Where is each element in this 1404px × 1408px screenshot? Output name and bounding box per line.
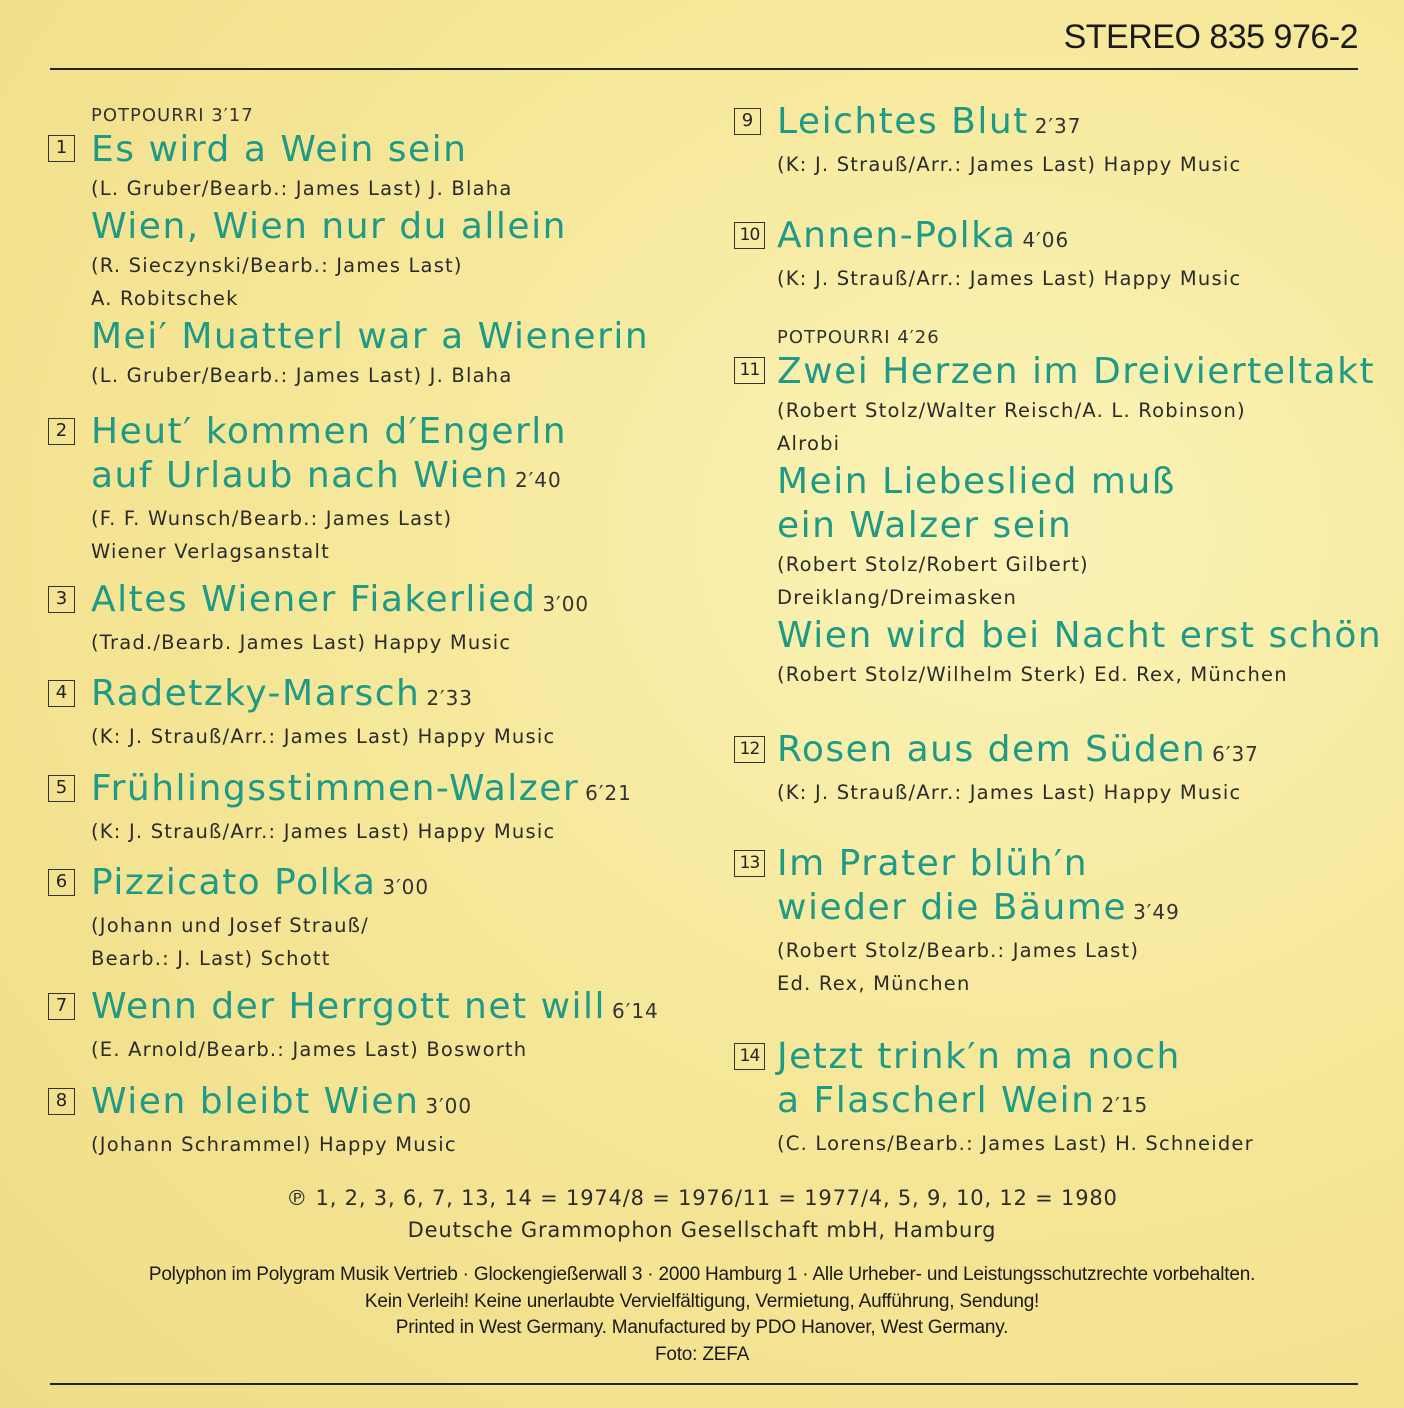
track-number-box: 4 [48,680,75,707]
bottom-divider [50,1383,1358,1385]
song-title-text: ein Walzer sein [777,505,1073,546]
song-title-text: Jetzt trink′n ma noch [777,1036,1181,1077]
legal-notice [0,1262,1404,1368]
track-number-box: 11 [734,357,765,384]
song-title [91,985,698,1033]
duration: 2′15 [1101,1093,1149,1117]
song-title-text: Radetzky-Marsch [91,673,421,714]
song-credit: (Trad./Bearb. James Last) Happy Music [91,631,512,654]
song-credit: (K: J. Strauß/Arr.: James Last) Happy Music [91,725,556,748]
track-6 [48,861,698,975]
song-title [91,454,698,502]
song-title [91,315,698,359]
song-title [777,1079,1394,1127]
track-content [777,842,1394,1000]
duration: 6′21 [585,781,632,805]
song-title [91,767,698,815]
duration: 2′33 [426,686,474,710]
track-7 [48,985,698,1066]
track-content [777,728,1394,809]
track-1 [48,105,698,392]
duration: 6′14 [612,999,659,1023]
song-title [777,728,1394,776]
track-content [91,985,698,1066]
track-number-box: 2 [48,418,75,445]
track-content [777,327,1394,691]
duration: 2′40 [515,468,562,492]
track-content [777,1035,1394,1160]
track-10 [734,214,1394,295]
potpourri-label: POTPOURRI 3′17 [91,105,254,126]
track-content [91,767,698,848]
track-content [91,672,698,753]
song-credit: Bearb.: J. Last) Schott [91,947,331,970]
track-content [777,100,1394,181]
song-credit: (C. Lorens/Bearb.: James Last) H. Schneider [777,1132,1254,1155]
track-14 [734,1035,1394,1160]
song-title [777,350,1394,394]
song-title [777,614,1394,658]
song-title-text: Leichtes Blut [777,101,1029,142]
track-number-box: 5 [48,775,75,802]
track-13 [734,842,1394,1000]
track-11 [734,327,1394,691]
song-title [91,128,698,172]
track-number-box: 7 [48,993,75,1020]
legal-line: Printed in West Germany. Manufactured by PDO Hanover, West Germany. [395,1317,1009,1338]
top-divider [50,68,1358,70]
duration: 6′37 [1212,742,1259,766]
song-title [777,214,1394,262]
track-12 [734,728,1394,809]
potpourri-label: POTPOURRI 4′26 [777,327,940,348]
track-number-box: 3 [48,586,75,613]
song-credit: (R. Sieczynski/Bearb.: James Last) [91,254,463,277]
song-title [777,842,1394,886]
track-number-box: 14 [734,1043,765,1070]
duration: 3′00 [542,592,590,616]
track-content [91,861,698,975]
song-title [777,1035,1394,1079]
track-number-box: 1 [48,135,75,162]
track-content [91,1080,698,1161]
song-credit: (Robert Stolz/Bearb.: James Last) [777,939,1140,962]
song-title-text: Zwei Herzen im Dreivierteltakt [777,351,1376,392]
song-credit: (L. Gruber/Bearb.: James Last) J. Blaha [91,177,513,200]
song-title-text: wieder die Bäume [777,887,1128,928]
song-title-text: Mei′ Muatterl war a Wienerin [91,316,650,357]
song-credit: (Johann und Josef Strauß/ [91,914,369,937]
duration: 3′00 [382,875,430,899]
legal-line: Foto: ZEFA [654,1343,750,1365]
song-title-text: Pizzicato Polka [91,862,377,903]
song-title [777,886,1394,934]
song-credit: Alrobi [777,432,841,455]
song-title [777,100,1394,148]
track-content [777,214,1394,295]
song-credit: (K: J. Strauß/Arr.: James Last) Happy Music [777,153,1242,176]
song-credit: (L. Gruber/Bearb.: James Last) J. Blaha [91,364,513,387]
song-title-text: Frühlingsstimmen-Walzer [91,768,580,809]
song-credit: Wiener Verlagsanstalt [91,540,330,563]
track-number-box: 10 [734,222,765,249]
song-credit: (K: J. Strauß/Arr.: James Last) Happy Music [777,267,1242,290]
song-title-text: Wenn der Herrgott net will [91,986,607,1027]
song-title-text: Im Prater blüh′n [777,843,1089,884]
song-credit: (Robert Stolz/Robert Gilbert) [777,553,1089,576]
track-content [91,410,698,568]
song-title-text: Annen-Polka [777,215,1017,256]
track-number-box: 9 [734,108,761,135]
song-title-text: Es wird a Wein sein [91,129,468,170]
song-credit: Dreiklang/Dreimasken [777,586,1018,609]
duration: 4′06 [1022,228,1070,252]
legal-line: Polyphon im Polygram Musik Vertrieb · Glockengießerwall 3 · 2000 Hamburg 1 · Alle Urheber- und Leistungsschutzrechte vorbehalten. [148,1264,1256,1285]
track-3 [48,578,698,659]
phonogram-years: ℗ 1, 2, 3, 6, 7, 13, 14 = 1974/8 = 1976/11 = 1977/4, 5, 9, 10, 12 = 1980 [286,1186,1118,1210]
track-number-box: 13 [734,850,765,877]
legal-line: Kein Verleih! Keine unerlaubte Vervielfältigung, Vermietung, Aufführung, Sendung! [364,1290,1040,1312]
track-number-box: 8 [48,1088,75,1115]
phonogram-notice [0,1182,1404,1246]
song-title [91,861,698,909]
track-9 [734,100,1394,181]
song-credit: A. Robitschek [91,287,239,310]
song-title [91,205,698,249]
song-title-text: Rosen aus dem Süden [777,729,1207,770]
track-2 [48,410,698,568]
track-content [91,105,698,392]
song-title [91,672,698,720]
song-credit: (K: J. Strauß/Arr.: James Last) Happy Music [91,820,556,843]
song-credit: (F. F. Wunsch/Bearb.: James Last) [91,507,453,530]
song-title [91,1080,698,1128]
song-title-text: Altes Wiener Fiakerlied [91,579,537,620]
phonogram-owner: Deutsche Grammophon Gesellschaft mbH, Hamburg [407,1218,997,1242]
duration: 3′49 [1133,900,1180,924]
song-credit: (Robert Stolz/Walter Reisch/A. L. Robinson) [777,399,1246,422]
song-credit: (Johann Schrammel) Happy Music [91,1133,457,1156]
song-title-text: Mein Liebeslied muß [777,461,1176,502]
track-number-box: 12 [734,736,765,763]
track-content [91,578,698,659]
song-credit: (K: J. Strauß/Arr.: James Last) Happy Music [777,781,1242,804]
duration: 2′37 [1034,114,1082,138]
song-title-text: a Flascherl Wein [777,1080,1096,1121]
song-title [777,460,1394,504]
track-number-box: 6 [48,869,75,896]
song-title [777,504,1394,548]
song-title [91,410,698,454]
track-8 [48,1080,698,1161]
track-4 [48,672,698,753]
song-title-text: Wien, Wien nur du allein [91,206,567,247]
song-title [91,578,698,626]
song-title-text: Wien wird bei Nacht erst schön [777,615,1383,656]
track-5 [48,767,698,848]
song-credit: (E. Arnold/Bearb.: James Last) Bosworth [91,1038,528,1061]
catalog-number: STEREO 835 976-2 [1063,18,1358,56]
song-title-text: auf Urlaub nach Wien [91,455,510,496]
song-credit: (Robert Stolz/Wilhelm Sterk) Ed. Rex, München [777,663,1288,686]
song-title-text: Heut′ kommen d′Engerln [91,411,568,452]
duration: 3′00 [425,1094,473,1118]
song-title-text: Wien bleibt Wien [91,1081,420,1122]
song-credit: Ed. Rex, München [777,972,971,995]
